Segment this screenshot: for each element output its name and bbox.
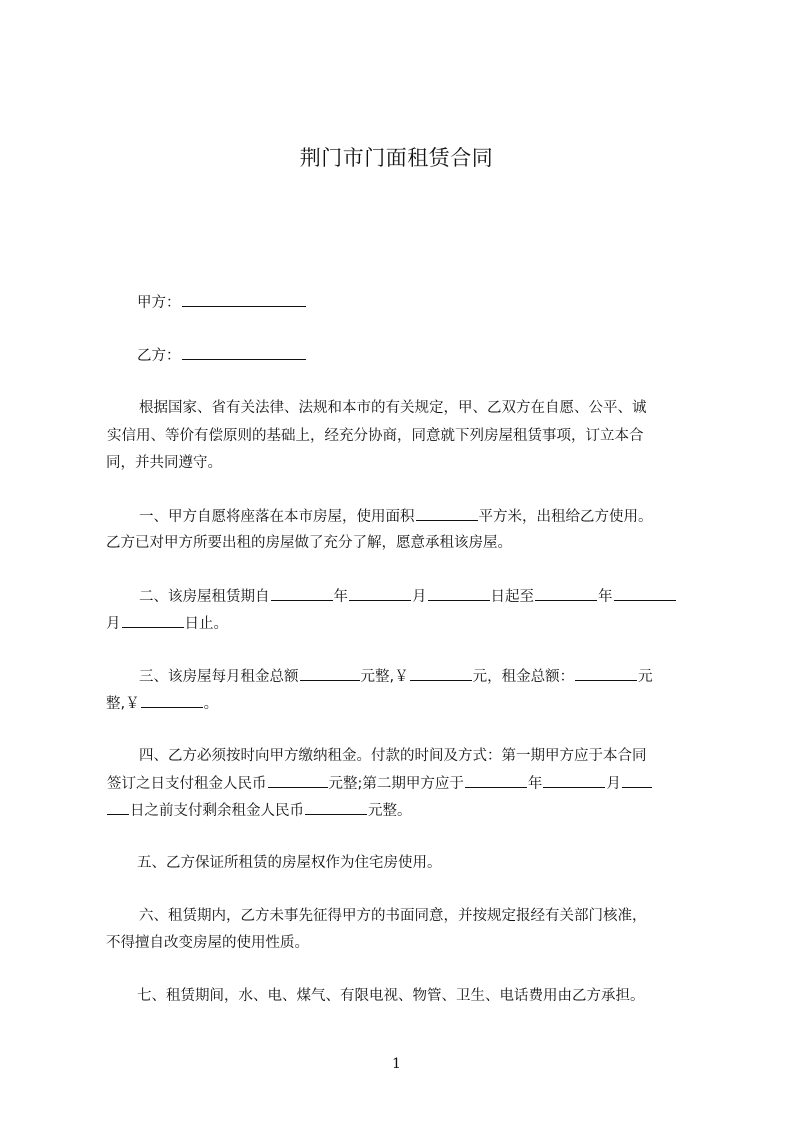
clause2-end-year-label: 年 (598, 589, 613, 605)
clause1-text-a: 一、甲方自愿将座落在本市房屋，使用面积 (139, 509, 415, 525)
total-rent-amount-blank (141, 693, 203, 708)
intro-line-2: 实信用、等价有偿原则的基础上，经充分协商，同意就下列房屋租赁事项，订立本合 (107, 428, 644, 444)
clause2-text-end: 日止。 (184, 616, 228, 632)
clause2-line-1 (139, 586, 677, 607)
clause1-line-1 (139, 506, 653, 527)
clause3-text-b: 元整,￥ (360, 669, 409, 685)
clause2-text-a: 二、该房屋租赁期自 (139, 589, 270, 605)
clause4-text-a: 签订之日支付租金人民币 (107, 776, 267, 792)
clause2-year-label: 年 (333, 589, 348, 605)
clause3-text-d: 元 (638, 669, 653, 685)
clause4-text-c: 日之前支付剩余租金人民币 (130, 803, 304, 819)
party-a-blank (182, 292, 306, 307)
second-payment-year-blank (465, 773, 527, 788)
party-b-blank (182, 345, 306, 360)
clause3-line-2 (106, 693, 218, 714)
clause4-line-1: 四、乙方必须按时向甲方缴纳租金。付款的时间及方式：第一期甲方应于本合同 (139, 748, 647, 764)
contract-title: 荆门市门面租赁合同 (299, 146, 494, 170)
clause1-text-b: 平方米，出租给乙方使用。 (478, 509, 653, 525)
clause4-year-label: 年 (527, 776, 543, 792)
area-blank (416, 506, 478, 521)
party-a-line (137, 292, 307, 313)
intro-line-3: 同，并共同遵守。 (106, 455, 222, 471)
party-a-label: 甲方： (137, 295, 181, 311)
intro-line-1: 根据国家、省有关法律、法规和本市的有关规定，甲、乙双方在自愿、公平、诚 (139, 400, 647, 416)
clause4-text-d: 元整。 (368, 803, 412, 819)
clause4-text-b: 元整;第二期甲方应于 (328, 776, 464, 792)
second-payment-day-blank-part2 (107, 800, 129, 815)
clause4-line-3 (106, 800, 412, 821)
clause2-text-d: 日起至 (490, 589, 534, 605)
party-b-line (137, 345, 307, 366)
end-year-blank (535, 586, 597, 601)
clause3-text-e: 整,￥ (106, 696, 140, 712)
clause4-line-2 (107, 773, 653, 794)
clause1-line-2: 乙方已对甲方所要出租的房屋做了充分了解，愿意承租该房屋。 (106, 535, 512, 551)
clause2-line-2 (106, 613, 228, 634)
total-rent-blank (575, 666, 637, 681)
second-payment-day-blank-part1 (622, 773, 652, 788)
page-number: 1 (392, 1056, 401, 1072)
clause3-line-1 (139, 666, 653, 687)
clause6-line-1: 六、租赁期内，乙方未事先征得甲方的书面同意，并按规定报经有关部门核准， (139, 908, 647, 924)
remaining-payment-blank (305, 800, 367, 815)
clause6-line-2: 不得擅自改变房屋的使用性质。 (106, 935, 309, 951)
start-year-blank (271, 586, 333, 601)
end-month-blank (614, 586, 676, 601)
clause3-text-a: 三、该房屋每月租金总额 (139, 669, 299, 685)
clause3-text-c: 元，租金总额： (472, 669, 575, 685)
first-payment-blank (268, 773, 328, 788)
end-day-blank (122, 613, 184, 628)
start-month-blank (349, 586, 411, 601)
clause3-text-f: 。 (203, 696, 219, 712)
clause7-line: 七、租赁期间，水、电、煤气、有限电视、物管、卫生、电话费用由乙方承担。 (137, 988, 645, 1004)
second-payment-month-blank (543, 773, 605, 788)
monthly-rent-blank (300, 666, 360, 681)
clause2-end-month-label: 月 (106, 616, 121, 632)
monthly-rent-amount-blank (410, 666, 472, 681)
start-day-blank (428, 586, 490, 601)
party-b-label: 乙方： (137, 348, 181, 364)
clause4-month-label: 月 (606, 776, 621, 792)
clause5-line: 五、乙方保证所租赁的房屋权作为住宅房使用。 (137, 855, 442, 871)
clause2-month-label: 月 (412, 589, 427, 605)
